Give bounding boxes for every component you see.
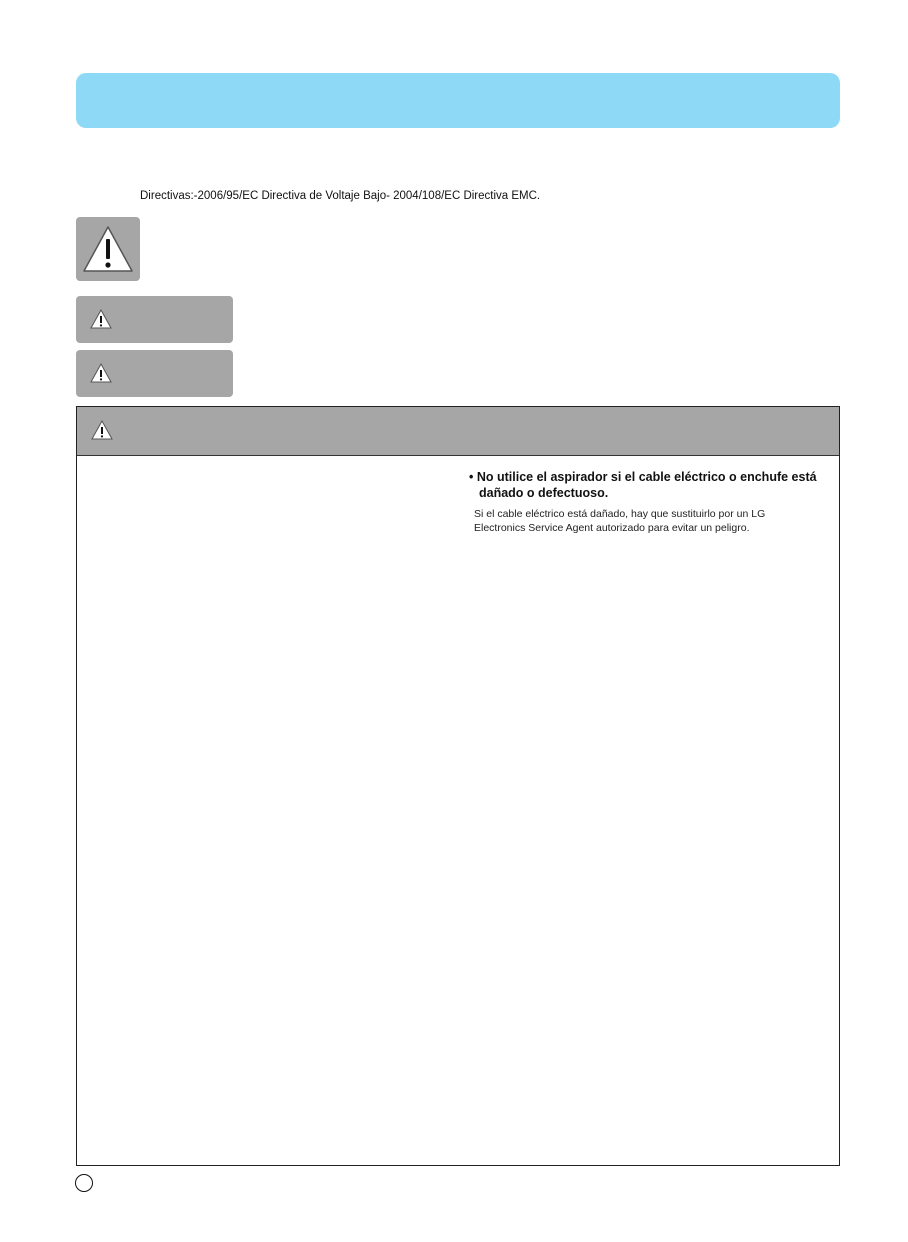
bullet-heading: • No utilice el aspirador si el cable eléctrico o enchufe está dañado o defectuoso. — [469, 470, 817, 500]
bullet-body: Si el cable eléctrico está dañado, hay que sustituirlo por un LG Electronics Service Agent autorizado para evitar un peligro. — [474, 508, 766, 534]
safety-warning-box — [76, 406, 840, 1166]
directives-text: Directivas:-2006/95/EC Directiva de Voltaje Bajo- 2004/108/EC Directiva EMC. — [140, 190, 541, 202]
warning-triangle-icon — [90, 362, 112, 384]
section-title-banner — [76, 73, 840, 128]
warning-label-2 — [76, 350, 233, 397]
warning-triangle-icon — [90, 308, 112, 330]
warning-triangle-icon — [91, 419, 113, 441]
safety-box-header — [77, 407, 839, 456]
page-number-circle — [75, 1174, 93, 1192]
warning-label-1 — [76, 296, 233, 343]
warning-triangle-icon — [76, 217, 140, 281]
large-warning-badge — [76, 217, 140, 281]
safety-bullet-item — [469, 469, 829, 535]
